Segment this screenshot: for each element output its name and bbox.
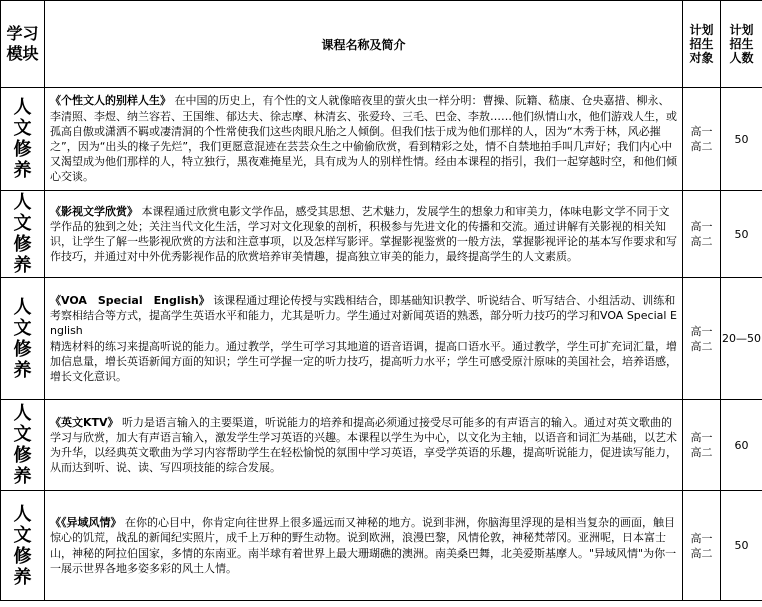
header-count-line: 招生	[729, 37, 754, 51]
module-char: 修	[13, 338, 32, 360]
course-description	[45, 191, 683, 278]
target-grade: 高一	[690, 220, 713, 233]
course-title: 《个性文人的别样人生》	[50, 94, 171, 108]
course-body: 本课程通过欣赏电影文学作品，感受其思想、艺术魅力，发展学生的想象力和审美力，体味电影文学不同于文学作品的独到之处；关注当代文化生活，学习对文化现象的剖析，积极参与先进文化的传播和交流。通过讲解有关影视的相关知识，让学生了解一些影视欣赏的方法和注意事项，以及怎样写影评。掌握影视鉴赏的一般方法，掌握影视评论的基本写作要求和写作技巧，并通过对中外优秀影视作品的欣赏培养审美情趣，提高独立审美的能力，最终提高学生的人文素质。	[50, 204, 677, 264]
module-cell	[1, 278, 45, 400]
target-cell	[683, 191, 721, 278]
module-char: 修	[13, 139, 32, 160]
count-cell: 50	[721, 88, 762, 191]
header-count-line: 计划	[729, 23, 754, 37]
module-char: 文	[13, 213, 32, 234]
course-title: 《VOA Special English》	[50, 293, 210, 307]
module-char: 修	[13, 445, 32, 466]
module-char: 修	[13, 545, 32, 567]
target-cell	[683, 278, 721, 400]
module-char: 人	[13, 97, 32, 118]
target-cell	[683, 88, 721, 191]
table-row	[1, 400, 762, 491]
target-cell	[683, 400, 721, 491]
count-cell: 20—50	[721, 278, 762, 400]
header-target-line: 对象	[689, 51, 714, 65]
module-cell	[1, 400, 45, 491]
module-char: 养	[13, 255, 32, 276]
header-count-line: 人数	[729, 51, 754, 65]
course-description	[45, 400, 683, 491]
header-module	[1, 1, 45, 88]
course-body: 在你的心目中，你肯定向往世界上很多遥远而又神秘的地方。说到非洲，你脑海里浮现的是相当复杂的画面，触目惊心的饥荒，战乱的新闻纪实照片，成千上万种的野生动物。说到欧洲，浪漫巴黎，风情伦敦，神秘梵蒂冈。亚洲呢，日本富士山，神秘的阿拉伯国家，多情的东南亚。南半球有着世界上最大珊瑚礁的澳洲。南美桑巴舞，北美爱斯基摩人。"异域风情"为你一一展示世界各地多姿多彩的风土人情。	[50, 516, 677, 575]
module-char: 文	[13, 524, 32, 546]
header-module-line: 模块	[6, 44, 39, 63]
course-body: 听力是语言输入的主要渠道，听说能力的培养和提高必须通过接受尽可能多的有声语言的输入。通过对英文歌曲的学习与欣赏，加大有声语言输入，激发学生学习英语的兴趣。本课程以学生为中心，以文化为主轴，以语音和词汇为基础，以艺术为升华，以经典英文歌曲为学习内容帮助学生在轻松愉悦的氛围中学习英语，享受学英语的乐趣，提高听说能力，促进读写能力，从而达到听、说、读、写四项技能的综合发展。	[50, 415, 677, 475]
count-cell: 60	[721, 400, 762, 491]
module-char: 修	[13, 234, 32, 255]
module-char: 养	[13, 466, 32, 487]
course-title: 《影视文学欣赏》	[50, 204, 138, 218]
target-cell	[683, 491, 721, 601]
target-grade: 高一	[690, 324, 713, 338]
target-grade: 高二	[690, 235, 713, 248]
target-grade: 高二	[690, 546, 713, 560]
course-body: 在中国的历史上，有个性的文人就像暗夜里的萤火虫一样分明：曹操、阮籍、嵇康、仓央嘉措、柳永、李清照、李煜、纳兰容若、王国维、郁达夫、徐志摩、林清玄、张爱玲、三毛、巴金、李敖……他们纵情山水，他们游戏人生，或孤高自傲或潇洒不羁或凄清洞的个性常使我们这些肉眼凡胎之人倾倒。但我们怯于成为他们那样的人，因为“木秀于林，风必摧之”，因为“出头的椽子先烂”，我们更愿意混迹在芸芸众生之中偷偷欣赏，看到精彩之处，情不自禁地拍手叫几声好；我们内心中又渴望成为他们那样的人，特立独行，黑夜难掩星光，具有成为人的别样性情。经由本课程的指引，我们一起穿越时空，和他们倾心交谈。	[50, 94, 677, 184]
count-cell: 50	[721, 491, 762, 601]
table-row	[1, 88, 762, 191]
module-char: 文	[13, 424, 32, 445]
module-char: 人	[13, 192, 32, 213]
module-char: 养	[13, 566, 32, 588]
module-cell	[1, 88, 45, 191]
module-char: 人	[13, 403, 32, 424]
course-body-continued: 精选材料的练习来提高听说的能力。通过教学，学生可学习其地道的语音语调，提高口语水平。通过教学，学生可扩充词汇量，增加信息量，增长英语新闻方面的知识；学生可学握一定的听力技巧，提高听力水平；学生可感受原汁原味的美国社会，培养语感，增长文化意识。	[50, 339, 677, 383]
header-target	[683, 1, 721, 88]
target-grade: 高一	[690, 531, 713, 545]
course-title: 《英文KTV》	[50, 415, 119, 429]
header-target-line: 计划	[689, 23, 714, 37]
module-char: 养	[13, 160, 32, 181]
module-cell	[1, 191, 45, 278]
target-grade: 高二	[690, 339, 713, 353]
course-description	[45, 491, 683, 601]
target-grade: 高二	[690, 140, 713, 153]
module-char: 养	[13, 359, 32, 381]
count-cell: 50	[721, 191, 762, 278]
target-grade: 高一	[690, 431, 713, 444]
module-char: 文	[13, 118, 32, 139]
module-char: 人	[13, 503, 32, 525]
table-row	[1, 278, 762, 400]
module-char: 文	[13, 317, 32, 339]
module-cell	[1, 491, 45, 601]
module-char: 人	[13, 296, 32, 318]
header-count	[721, 1, 762, 88]
course-paragraph	[50, 293, 679, 339]
course-description	[45, 88, 683, 191]
header-course: 课程名称及简介	[45, 1, 683, 88]
course-title: 《《异域风情》	[50, 516, 122, 530]
header-target-line: 招生	[689, 37, 714, 51]
header-module-line: 学习	[6, 24, 39, 43]
target-grade: 高二	[690, 446, 713, 459]
course-body: 该课程通过理论传授与实践相结合，即基础知识教学、听说结合、听写结合、小组活动、训练和考察相结合等方式，提高学生英语水平和能力，尤其是听力。学生通过对新闻英语的熟悉，部分听力技巧的学习和VOA Special English	[50, 293, 677, 338]
table-row	[1, 191, 762, 278]
course-description	[45, 278, 683, 400]
table-row	[1, 491, 762, 601]
header-row	[1, 1, 762, 88]
target-grade: 高一	[690, 125, 713, 138]
